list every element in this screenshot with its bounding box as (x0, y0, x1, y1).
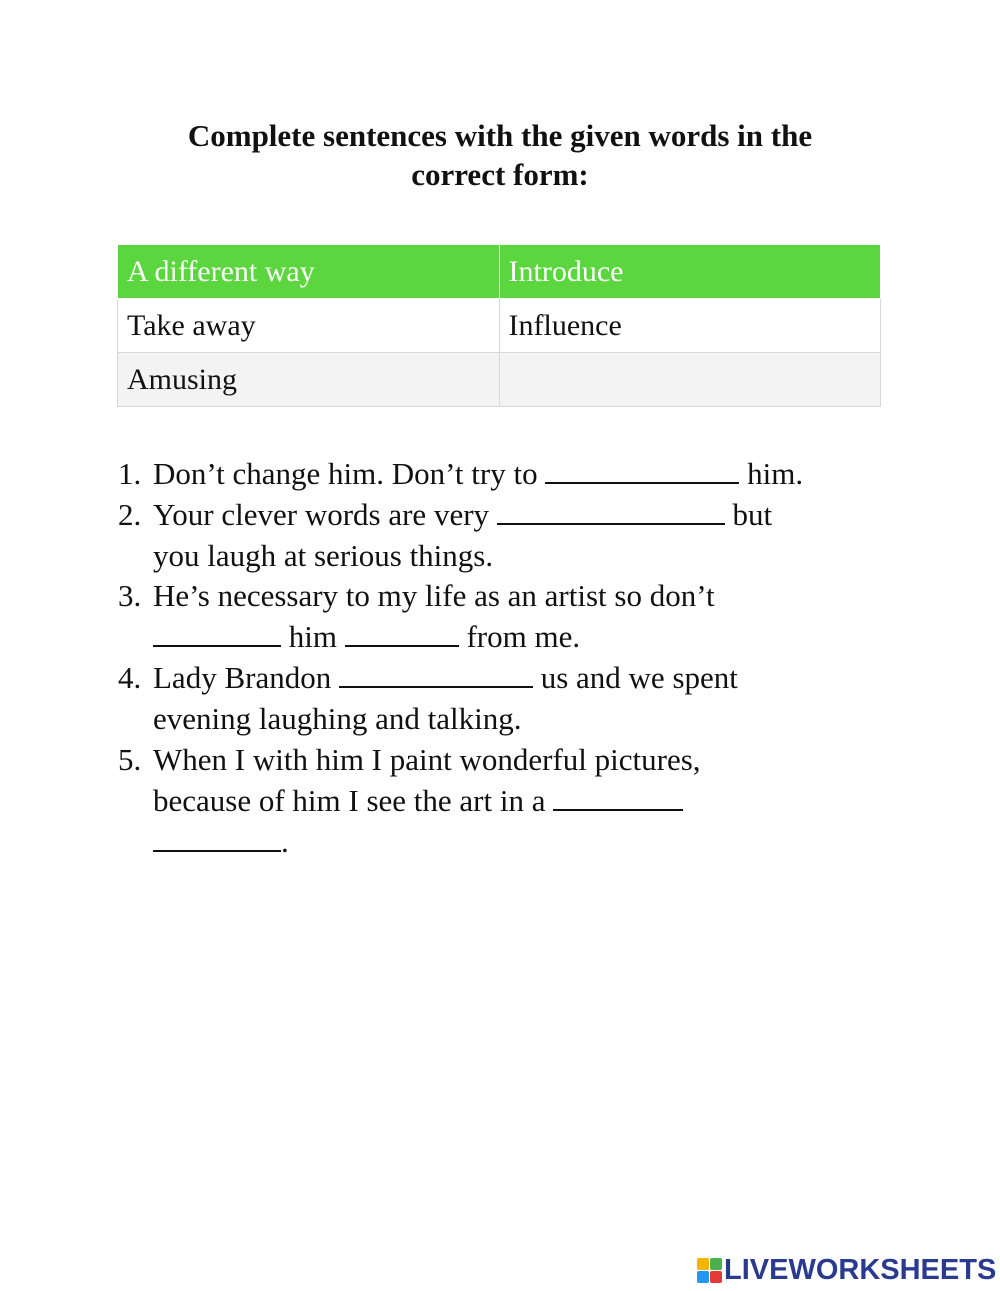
word-bank-table (117, 244, 881, 407)
word-bank-row (118, 353, 881, 407)
word-bank-row (118, 299, 881, 353)
exercise-4-line: evening laughing and talking. (153, 701, 522, 736)
exercise-2-number: 2. (118, 497, 142, 532)
title-line-1: Complete sentences with the given words in the (187, 118, 813, 153)
answer-blank[interactable] (497, 497, 725, 525)
word-bank-cell (499, 353, 881, 407)
exercise-3-line (153, 617, 580, 657)
exercise-text: . (281, 824, 289, 859)
exercise-3-number: 3. (118, 578, 142, 613)
exercise-3-line: He’s necessary to my life as an artist so don’t (153, 578, 715, 613)
exercise-4-number: 4. (118, 660, 142, 695)
exercise-2-line (153, 495, 772, 535)
title-line-2: correct form: (411, 157, 589, 192)
exercise-5-line (153, 822, 289, 862)
answer-blank[interactable] (153, 619, 281, 647)
exercise-text: him (281, 619, 345, 654)
answer-blank[interactable] (153, 824, 281, 852)
exercise-5-line (153, 781, 683, 821)
exercise-1-number: 1. (118, 456, 142, 491)
exercise-1-line (153, 454, 803, 494)
exercise-2-line: you laugh at serious things. (153, 538, 494, 573)
word-bank-cell: Influence (499, 299, 881, 353)
exercise-text: Lady Brandon (153, 660, 339, 695)
exercise-text: but (724, 497, 773, 532)
liveworksheets-logo (697, 1255, 996, 1285)
exercise-text: us and we spent (532, 660, 738, 695)
exercise-text: because of him I see the art in a (153, 783, 554, 818)
logo-mark-icon (697, 1258, 722, 1283)
exercise-5-number: 5. (118, 742, 142, 777)
worksheet-title (100, 116, 900, 194)
exercise-4-line (153, 658, 738, 698)
exercise-5-line: When I with him I paint wonderful pictures, (153, 742, 701, 777)
exercise-text: from me. (458, 619, 581, 654)
word-bank-cell: Introduce (499, 245, 881, 299)
exercise-text: Your clever words are very (153, 497, 497, 532)
answer-blank[interactable] (553, 783, 683, 811)
word-bank-row (118, 245, 881, 299)
logo-text: LIVEWORKSHEETS (724, 1253, 997, 1286)
word-bank-cell: Take away (118, 299, 500, 353)
answer-blank[interactable] (545, 456, 739, 484)
exercise-text: Don’t change him. Don’t try to (153, 456, 546, 491)
exercise-text: him. (739, 456, 804, 491)
word-bank-cell: Amusing (118, 353, 500, 407)
answer-blank[interactable] (339, 660, 533, 688)
word-bank-cell: A different way (118, 245, 500, 299)
answer-blank[interactable] (345, 619, 459, 647)
